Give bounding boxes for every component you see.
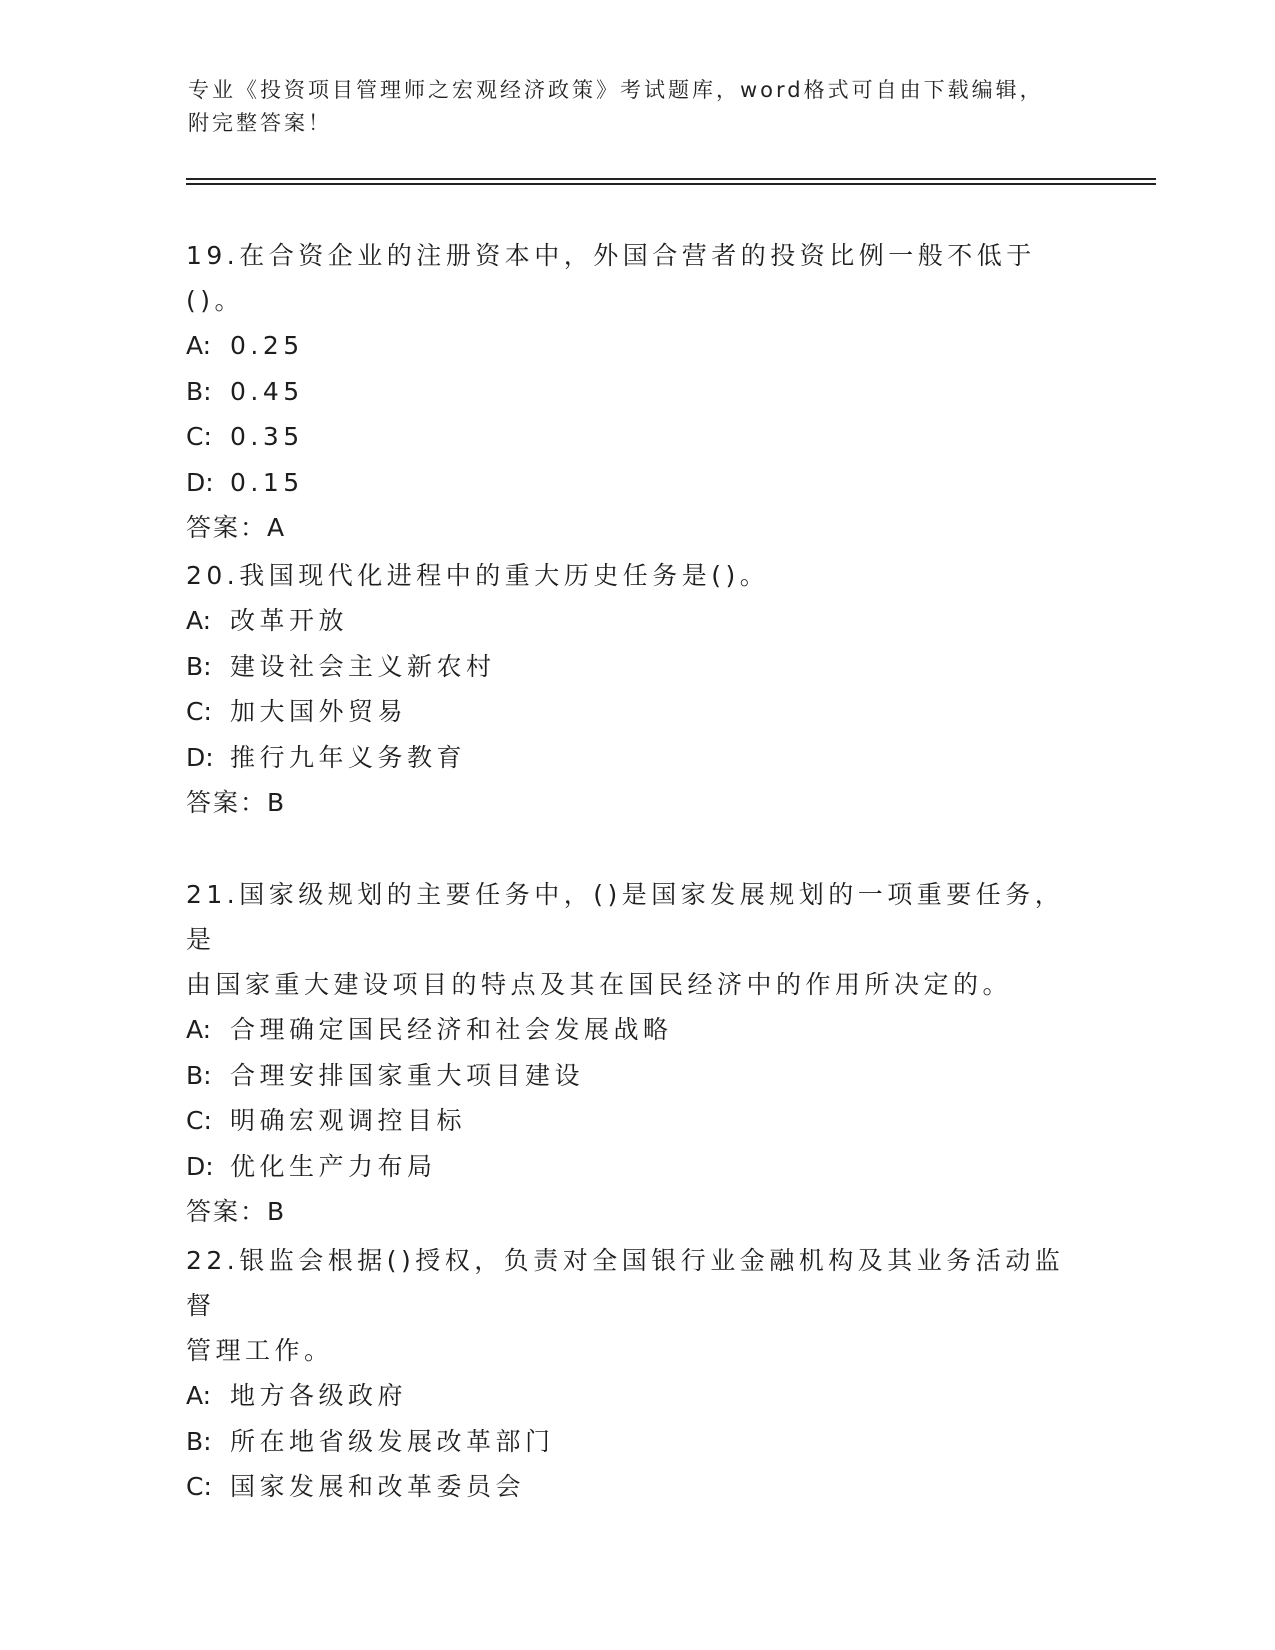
option-key: C: [186,1472,212,1501]
answer-value: A [267,513,287,542]
option-key: A: [186,331,212,360]
option-a [186,598,1086,644]
option-key: B: [186,1060,212,1090]
question-stem: 19.在合资企业的注册资本中，外国合营者的投资比例一般不低于()。 [186,241,1036,315]
question-stem-line-2: 管理工作。 [186,1336,334,1365]
answer-line [186,505,1086,550]
header-line-2: 附完整答案！ [188,111,332,135]
option-key: C: [186,422,212,451]
question-stem-line-1: 22.银监会根据()授权，负责对全国银行业金融机构及其业务活动监督 [186,1246,1065,1320]
option-b [186,644,1086,690]
option-key: D: [186,742,214,772]
option-key: A: [186,1381,212,1410]
question-21 [186,872,1086,1234]
answer-label: 答案： [186,513,268,542]
question-22 [186,1238,1086,1510]
option-text: 0.15 [230,467,304,497]
option-text: 合理确定国民经济和社会发展战略 [230,1015,673,1044]
option-a [186,1373,1086,1419]
option-c [186,689,1086,735]
option-key: B: [186,376,212,406]
header-divider-top [186,178,1156,180]
option-key: A: [186,606,212,635]
answer-value: B [267,1197,287,1226]
option-text: 加大国外贸易 [230,697,408,726]
option-d [186,735,1086,781]
question-stem: 20.我国现代化进程中的重大历史任务是()。 [186,561,770,590]
option-d [186,460,1086,506]
option-key: A: [186,1015,212,1044]
option-c [186,414,1086,460]
option-key: C: [186,697,212,726]
option-text: 地方各级政府 [230,1381,408,1410]
option-b [186,1419,1086,1465]
option-text: 优化生产力布局 [230,1151,437,1181]
option-c [186,1464,1086,1510]
question-20 [186,553,1086,825]
option-text: 所在地省级发展改革部门 [230,1426,555,1456]
option-key: B: [186,651,212,681]
option-text: 推行九年义务教育 [230,742,467,772]
option-key: B: [186,1426,212,1456]
answer-line [186,1189,1086,1234]
question-stem-line-2: 由国家重大建设项目的特点及其在国民经济中的作用所决定的。 [186,970,1013,999]
document-header [188,74,1088,140]
option-c [186,1098,1086,1144]
option-a [186,1007,1086,1053]
option-d [186,1144,1086,1190]
option-text: 0.45 [230,376,304,406]
option-text: 明确宏观调控目标 [230,1106,467,1135]
answer-value: B [267,788,287,817]
option-text: 改革开放 [230,606,349,635]
option-text: 建设社会主义新农村 [230,651,496,681]
option-key: D: [186,1151,214,1181]
option-b [186,369,1086,415]
question-19 [186,233,1086,550]
option-key: C: [186,1106,212,1135]
option-b [186,1053,1086,1099]
header-divider-bottom [186,183,1156,185]
answer-line [186,780,1086,825]
option-key: D: [186,467,214,497]
header-line-1: 专业《投资项目管理师之宏观经济政策》考试题库，word格式可自由下载编辑， [188,78,1044,102]
question-stem-line-1: 21.国家级规划的主要任务中，()是国家发展规划的一项重要任务，是 [186,880,1065,954]
option-text: 国家发展和改革委员会 [230,1472,526,1501]
option-a [186,323,1086,369]
answer-label: 答案： [186,788,268,817]
option-text: 0.25 [230,331,304,360]
option-text: 合理安排国家重大项目建设 [230,1060,585,1090]
answer-label: 答案： [186,1197,268,1226]
option-text: 0.35 [230,422,304,451]
